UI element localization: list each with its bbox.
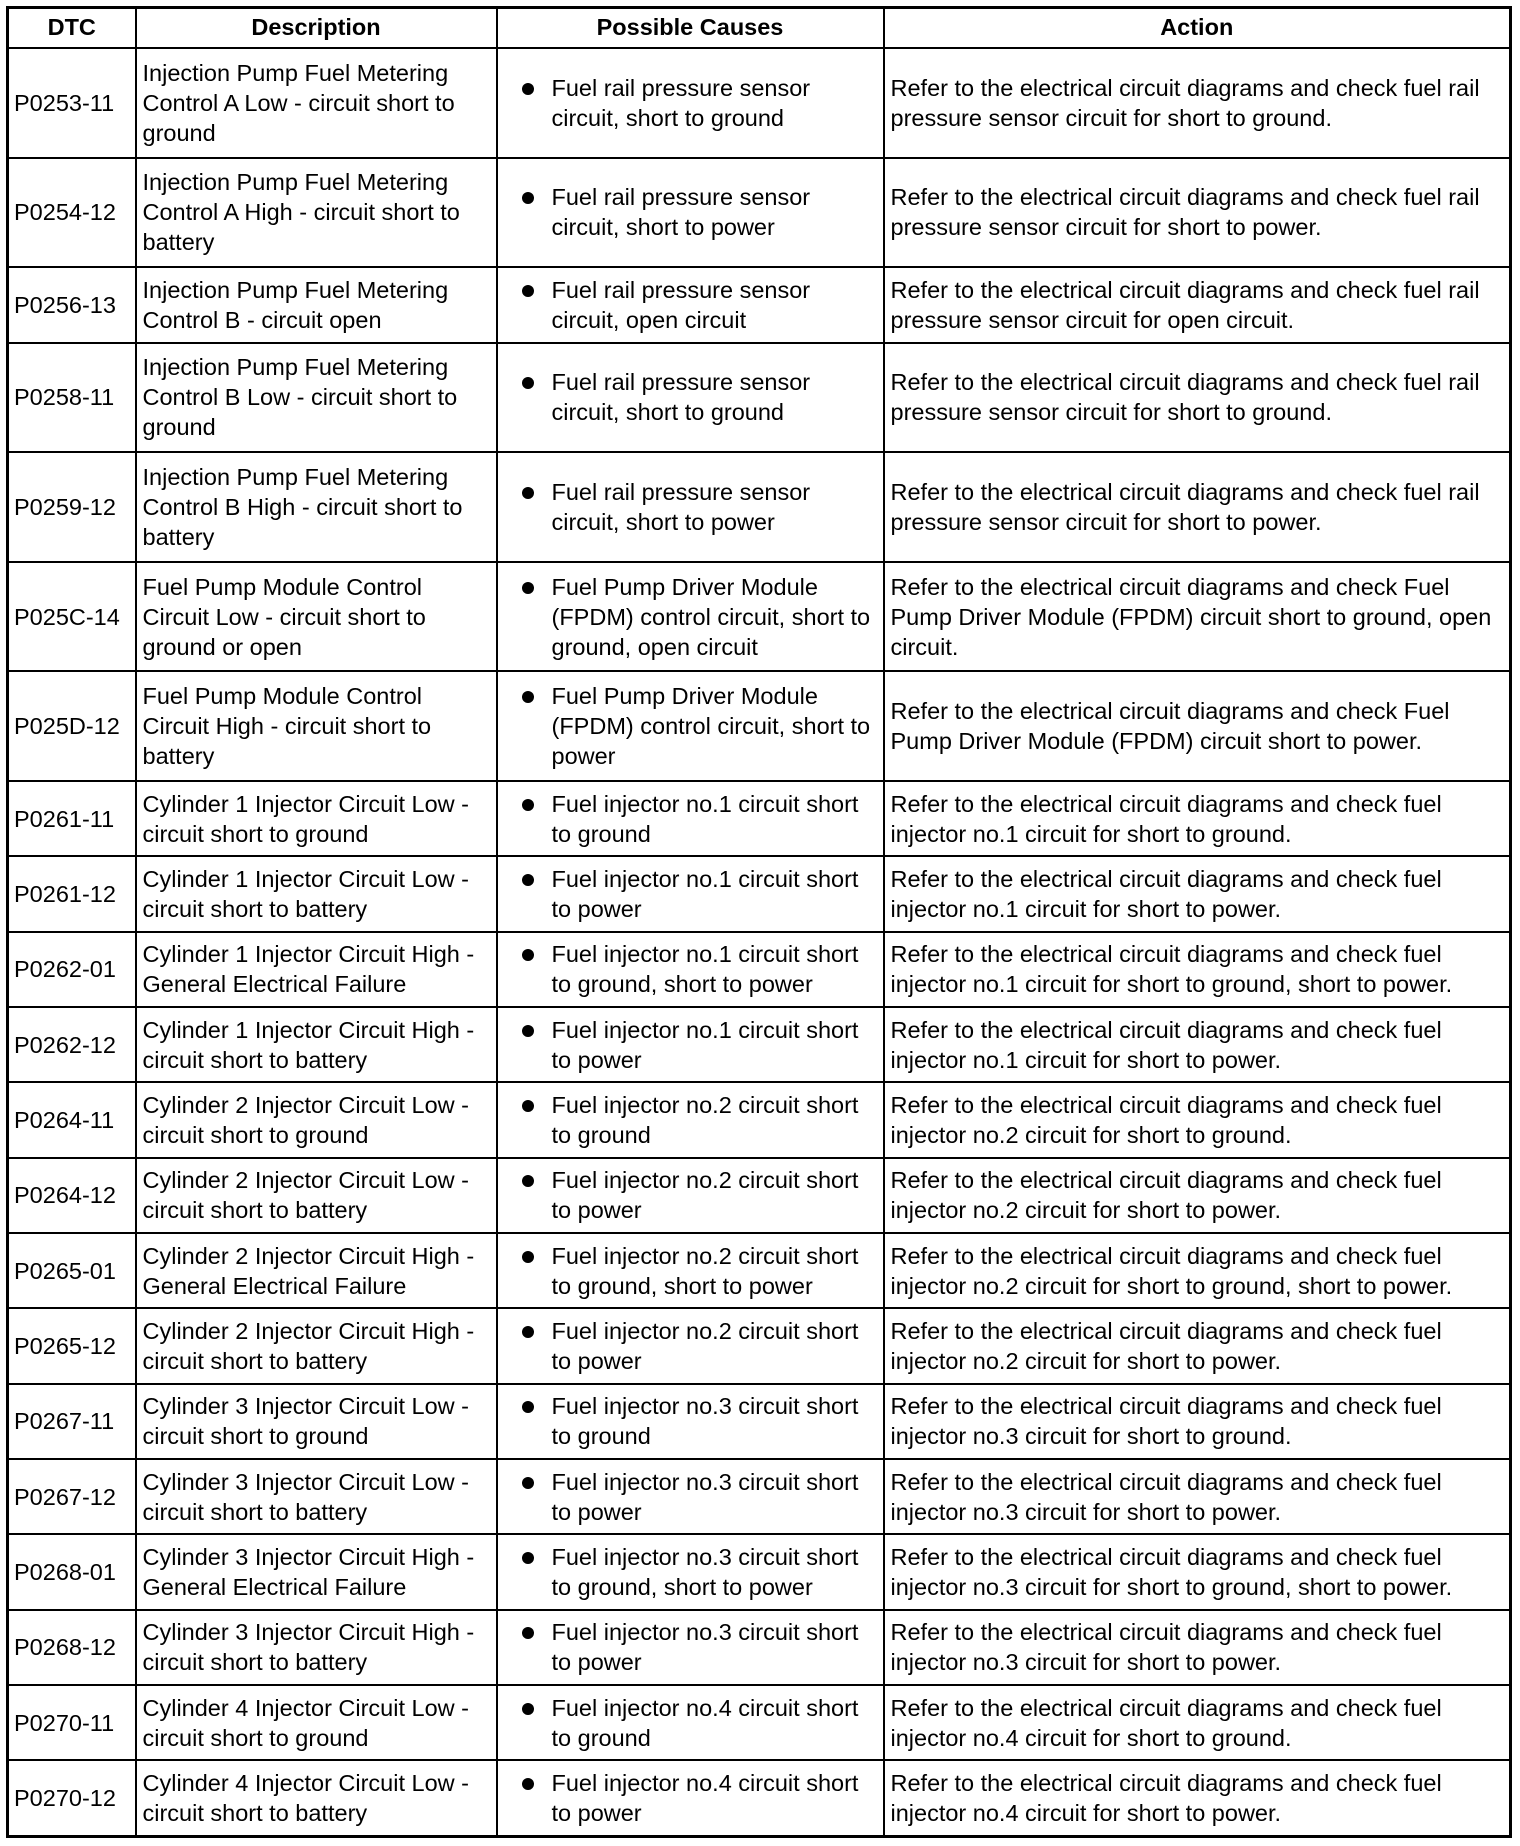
possible-cause-cell: [497, 562, 884, 672]
possible-cause-cell: [497, 48, 884, 158]
description-cell: Injection Pump Fuel Metering Control B Low - circuit short to ground: [136, 343, 497, 453]
cause-item: [522, 864, 879, 924]
cause-item: [522, 1165, 879, 1225]
bullet-icon: [522, 874, 534, 886]
header-possible-causes: Possible Causes: [497, 8, 884, 49]
action-cell: Refer to the electrical circuit diagrams and check fuel injector no.4 circuit for short to power.: [884, 1760, 1511, 1836]
cause-item: [522, 1693, 879, 1753]
dtc-code: P0264-11: [8, 1082, 136, 1157]
dtc-code: P025C-14: [8, 562, 136, 672]
table-row: [8, 1685, 1511, 1760]
table-row: [8, 671, 1511, 781]
dtc-code: P0268-12: [8, 1610, 136, 1685]
cause-text: Fuel injector no.2 circuit short to ground, short to power: [551, 1242, 859, 1299]
header-action: Action: [884, 8, 1511, 49]
cause-item: [522, 73, 879, 133]
dtc-code: P0264-12: [8, 1158, 136, 1233]
description-cell: Cylinder 2 Injector Circuit Low - circuit short to ground: [136, 1082, 497, 1157]
action-cell: Refer to the electrical circuit diagrams and check fuel injector no.1 circuit for short to power.: [884, 856, 1511, 931]
bullet-icon: [522, 487, 534, 499]
table-row: [8, 1233, 1511, 1308]
description-cell: Cylinder 2 Injector Circuit High - circuit short to battery: [136, 1308, 497, 1383]
bullet-icon: [522, 799, 534, 811]
description-cell: Injection Pump Fuel Metering Control B - circuit open: [136, 267, 497, 342]
dtc-code: P0259-12: [8, 452, 136, 562]
bullet-icon: [522, 1477, 534, 1489]
dtc-code: P0261-11: [8, 781, 136, 856]
cause-text: Fuel rail pressure sensor circuit, open circuit: [551, 276, 811, 333]
bullet-icon: [522, 377, 534, 389]
action-cell: Refer to the electrical circuit diagrams and check fuel rail pressure sensor circuit for open circuit.: [884, 267, 1511, 342]
cause-text: Fuel injector no.3 circuit short to power: [551, 1619, 859, 1676]
possible-cause-cell: [497, 1760, 884, 1836]
action-cell: Refer to the electrical circuit diagrams and check fuel injector no.2 circuit for short to power.: [884, 1158, 1511, 1233]
dtc-code: P0262-12: [8, 1007, 136, 1082]
cause-text: Fuel injector no.1 circuit short to power: [551, 865, 859, 922]
bullet-icon: [522, 582, 534, 594]
description-cell: Injection Pump Fuel Metering Control B High - circuit short to battery: [136, 452, 497, 562]
dtc-code: P0265-01: [8, 1233, 136, 1308]
dtc-code: P0256-13: [8, 267, 136, 342]
bullet-icon: [522, 285, 534, 297]
action-cell: Refer to the electrical circuit diagrams and check fuel injector no.2 circuit for short to ground, short to power.: [884, 1233, 1511, 1308]
cause-text: Fuel injector no.3 circuit short to ground: [551, 1393, 859, 1450]
dtc-code: P0267-12: [8, 1459, 136, 1534]
action-cell: Refer to the electrical circuit diagrams and check fuel injector no.3 circuit for short to power.: [884, 1459, 1511, 1534]
table-row: [8, 1534, 1511, 1609]
cause-text: Fuel injector no.2 circuit short to power: [551, 1317, 859, 1374]
table-row: [8, 48, 1511, 158]
action-cell: Refer to the electrical circuit diagrams and check fuel rail pressure sensor circuit for short to ground.: [884, 48, 1511, 158]
bullet-icon: [522, 691, 534, 703]
cause-text: Fuel injector no.1 circuit short to ground: [551, 790, 859, 847]
table-body: [8, 48, 1511, 1837]
action-cell: Refer to the electrical circuit diagrams and check fuel rail pressure sensor circuit for short to ground.: [884, 343, 1511, 453]
header-row: [8, 8, 1511, 49]
possible-cause-cell: [497, 1233, 884, 1308]
action-cell: Refer to the electrical circuit diagrams and check fuel rail pressure sensor circuit for short to power.: [884, 158, 1511, 268]
cause-item: [522, 367, 879, 427]
dtc-code: P0258-11: [8, 343, 136, 453]
cause-item: [522, 1316, 879, 1376]
bullet-icon: [522, 949, 534, 961]
cause-item: [522, 182, 879, 242]
cause-text: Fuel injector no.3 circuit short to ground, short to power: [551, 1544, 859, 1601]
cause-item: [522, 1090, 879, 1150]
possible-cause-cell: [497, 1459, 884, 1534]
bullet-icon: [522, 83, 534, 95]
cause-item: [522, 1768, 879, 1828]
cause-text: Fuel injector no.4 circuit short to power: [551, 1770, 859, 1827]
dtc-code: P0261-12: [8, 856, 136, 931]
table-row: [8, 343, 1511, 453]
description-cell: Cylinder 1 Injector Circuit Low - circuit short to battery: [136, 856, 497, 931]
table-row: [8, 158, 1511, 268]
bullet-icon: [522, 1025, 534, 1037]
possible-cause-cell: [497, 343, 884, 453]
bullet-icon: [522, 1703, 534, 1715]
possible-cause-cell: [497, 781, 884, 856]
table-row: [8, 562, 1511, 672]
bullet-icon: [522, 1627, 534, 1639]
dtc-code: P0267-11: [8, 1384, 136, 1459]
dtc-code: P0254-12: [8, 158, 136, 268]
cause-text: Fuel injector no.2 circuit short to power: [551, 1167, 859, 1224]
cause-text: Fuel injector no.1 circuit short to power: [551, 1016, 859, 1073]
table-row: [8, 1158, 1511, 1233]
description-cell: Cylinder 1 Injector Circuit High - circuit short to battery: [136, 1007, 497, 1082]
action-cell: Refer to the electrical circuit diagrams and check fuel rail pressure sensor circuit for short to power.: [884, 452, 1511, 562]
possible-cause-cell: [497, 158, 884, 268]
possible-cause-cell: [497, 1308, 884, 1383]
table-row: [8, 1007, 1511, 1082]
cause-item: [522, 681, 879, 771]
action-cell: Refer to the electrical circuit diagrams and check fuel injector no.1 circuit for short to power.: [884, 1007, 1511, 1082]
cause-text: Fuel rail pressure sensor circuit, short to ground: [551, 74, 811, 131]
description-cell: Cylinder 3 Injector Circuit High - General Electrical Failure: [136, 1534, 497, 1609]
action-cell: Refer to the electrical circuit diagrams and check Fuel Pump Driver Module (FPDM) circuit short to power.: [884, 671, 1511, 781]
dtc-code: P0270-11: [8, 1685, 136, 1760]
cause-item: [522, 1391, 879, 1451]
possible-cause-cell: [497, 1685, 884, 1760]
cause-item: [522, 477, 879, 537]
action-cell: Refer to the electrical circuit diagrams and check fuel injector no.1 circuit for short to ground, short to power.: [884, 932, 1511, 1007]
description-cell: Cylinder 4 Injector Circuit Low - circuit short to battery: [136, 1760, 497, 1836]
cause-text: Fuel rail pressure sensor circuit, short to power: [551, 184, 811, 241]
cause-item: [522, 789, 879, 849]
dtc-code: P0270-12: [8, 1760, 136, 1836]
description-cell: Cylinder 4 Injector Circuit Low - circuit short to ground: [136, 1685, 497, 1760]
dtc-code: P0253-11: [8, 48, 136, 158]
header-description: Description: [136, 8, 497, 49]
description-cell: Cylinder 3 Injector Circuit Low - circuit short to ground: [136, 1384, 497, 1459]
possible-cause-cell: [497, 452, 884, 562]
possible-cause-cell: [497, 1158, 884, 1233]
possible-cause-cell: [497, 671, 884, 781]
dtc-code: P0262-01: [8, 932, 136, 1007]
table-row: [8, 1760, 1511, 1836]
action-cell: Refer to the electrical circuit diagrams and check fuel injector no.3 circuit for short to power.: [884, 1610, 1511, 1685]
action-cell: Refer to the electrical circuit diagrams and check fuel injector no.2 circuit for short to power.: [884, 1308, 1511, 1383]
action-cell: Refer to the electrical circuit diagrams and check fuel injector no.2 circuit for short to ground.: [884, 1082, 1511, 1157]
description-cell: Cylinder 1 Injector Circuit Low - circuit short to ground: [136, 781, 497, 856]
action-cell: Refer to the electrical circuit diagrams and check fuel injector no.3 circuit for short to ground, short to power.: [884, 1534, 1511, 1609]
cause-item: [522, 275, 879, 335]
description-cell: Injection Pump Fuel Metering Control A High - circuit short to battery: [136, 158, 497, 268]
bullet-icon: [522, 1326, 534, 1338]
table-row: [8, 267, 1511, 342]
table-row: [8, 1610, 1511, 1685]
bullet-icon: [522, 1778, 534, 1790]
cause-text: Fuel injector no.1 circuit short to ground, short to power: [551, 941, 859, 998]
possible-cause-cell: [497, 1384, 884, 1459]
table-row: [8, 856, 1511, 931]
dtc-code: P025D-12: [8, 671, 136, 781]
possible-cause-cell: [497, 932, 884, 1007]
cause-item: [522, 1617, 879, 1677]
possible-cause-cell: [497, 1534, 884, 1609]
description-cell: Cylinder 2 Injector Circuit Low - circuit short to battery: [136, 1158, 497, 1233]
cause-item: [522, 1241, 879, 1301]
cause-text: Fuel rail pressure sensor circuit, short to power: [551, 478, 811, 535]
table-row: [8, 1082, 1511, 1157]
description-cell: Cylinder 3 Injector Circuit High - circuit short to battery: [136, 1610, 497, 1685]
table-row: [8, 1459, 1511, 1534]
bullet-icon: [522, 192, 534, 204]
dtc-code: P0265-12: [8, 1308, 136, 1383]
cause-text: Fuel rail pressure sensor circuit, short to ground: [551, 369, 811, 426]
table-row: [8, 932, 1511, 1007]
cause-item: [522, 1015, 879, 1075]
possible-cause-cell: [497, 1082, 884, 1157]
possible-cause-cell: [497, 1610, 884, 1685]
bullet-icon: [522, 1175, 534, 1187]
action-cell: Refer to the electrical circuit diagrams and check fuel injector no.1 circuit for short to ground.: [884, 781, 1511, 856]
cause-text: Fuel Pump Driver Module (FPDM) control circuit, short to ground, open circuit: [551, 573, 871, 660]
description-cell: Cylinder 1 Injector Circuit High - General Electrical Failure: [136, 932, 497, 1007]
table-row: [8, 1308, 1511, 1383]
bullet-icon: [522, 1401, 534, 1413]
bullet-icon: [522, 1251, 534, 1263]
header-dtc: DTC: [8, 8, 136, 49]
table-row: [8, 1384, 1511, 1459]
action-cell: Refer to the electrical circuit diagrams and check fuel injector no.4 circuit for short to ground.: [884, 1685, 1511, 1760]
action-cell: Refer to the electrical circuit diagrams and check fuel injector no.3 circuit for short to ground.: [884, 1384, 1511, 1459]
bullet-icon: [522, 1552, 534, 1564]
possible-cause-cell: [497, 267, 884, 342]
cause-item: [522, 1467, 879, 1527]
cause-item: [522, 572, 879, 662]
possible-cause-cell: [497, 1007, 884, 1082]
description-cell: Cylinder 2 Injector Circuit High - General Electrical Failure: [136, 1233, 497, 1308]
cause-text: Fuel injector no.4 circuit short to ground: [551, 1694, 859, 1751]
description-cell: Fuel Pump Module Control Circuit High - circuit short to battery: [136, 671, 497, 781]
table-row: [8, 452, 1511, 562]
dtc-table: [6, 6, 1512, 1838]
cause-text: Fuel injector no.3 circuit short to power: [551, 1468, 859, 1525]
dtc-code: P0268-01: [8, 1534, 136, 1609]
cause-text: Fuel injector no.2 circuit short to ground: [551, 1091, 859, 1148]
description-cell: Cylinder 3 Injector Circuit Low - circuit short to battery: [136, 1459, 497, 1534]
cause-text: Fuel Pump Driver Module (FPDM) control circuit, short to power: [551, 683, 871, 770]
cause-item: [522, 939, 879, 999]
bullet-icon: [522, 1100, 534, 1112]
description-cell: Fuel Pump Module Control Circuit Low - circuit short to ground or open: [136, 562, 497, 672]
cause-item: [522, 1542, 879, 1602]
description-cell: Injection Pump Fuel Metering Control A Low - circuit short to ground: [136, 48, 497, 158]
possible-cause-cell: [497, 856, 884, 931]
action-cell: Refer to the electrical circuit diagrams and check Fuel Pump Driver Module (FPDM) circuit short to ground, open circuit.: [884, 562, 1511, 672]
table-row: [8, 781, 1511, 856]
